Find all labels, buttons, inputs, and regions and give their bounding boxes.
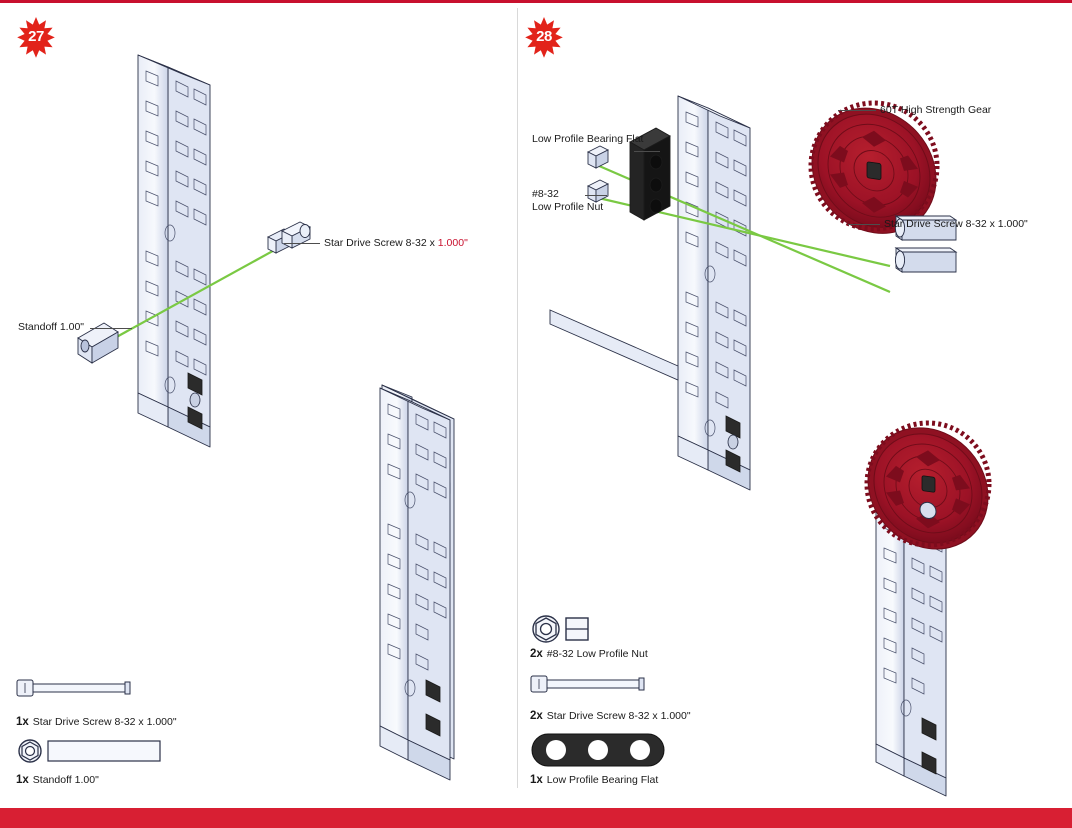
step-28-subassembly — [860, 418, 1010, 798]
leader-standoff-27 — [90, 328, 132, 329]
bom-icon-screw-28 — [530, 672, 650, 696]
bom-icon-standoff-27 — [16, 738, 162, 764]
bom-item-standoff-27 — [16, 774, 99, 786]
screw-part-28b — [895, 248, 956, 272]
callout-screw-27-highlight: 1.000" — [437, 237, 468, 249]
bom-name-screw-28: Star Drive Screw 8-32 x 1.000" — [546, 710, 691, 722]
callout-nut-28-line2: Low Profile Nut — [532, 201, 604, 213]
callout-screw-28: Star Drive Screw 8-32 x 1.000" — [884, 218, 1028, 230]
bom-name-nut-28: #8-32 Low Profile Nut — [546, 648, 648, 660]
nut-part-1 — [588, 146, 608, 168]
step-badge-28 — [524, 16, 564, 56]
screw-part — [268, 222, 310, 253]
callout-gear-28: 60T High Strength Gear — [880, 104, 992, 116]
leader-screw-27 — [284, 243, 320, 244]
bom-icon-screw-27 — [16, 676, 136, 700]
bom-item-screw-27 — [16, 716, 177, 728]
step-number-28: 28 — [536, 27, 552, 45]
bom-name-standoff-27: Standoff 1.00" — [32, 774, 99, 786]
bom-qty-screw-27: 1x — [16, 716, 29, 728]
callout-standoff-27: Standoff 1.00" — [18, 321, 85, 333]
bom-item-bearing-flat-28 — [530, 774, 658, 786]
column-divider — [517, 8, 518, 788]
bom-qty-bearing-flat-28: 1x — [530, 774, 543, 786]
leader-bearing-flat-28 — [634, 151, 660, 152]
bom-qty-nut-28: 2x — [530, 648, 543, 660]
bom-qty-screw-28: 2x — [530, 710, 543, 722]
step-27-subassembly — [378, 388, 498, 788]
bom-item-nut-28 — [530, 648, 648, 660]
bom-name-screw-27: Star Drive Screw 8-32 x 1.000" — [32, 716, 177, 728]
bom-icon-bearing-flat-28 — [530, 730, 666, 770]
step-number-27: 27 — [28, 27, 44, 45]
bom-name-bearing-flat-28: Low Profile Bearing Flat — [546, 774, 659, 786]
callout-nut-28-line1: #8-32 — [532, 188, 559, 200]
callout-screw-27 — [324, 237, 468, 250]
leader-gear-28 — [838, 110, 876, 111]
callout-screw-27-text: Star Drive Screw 8-32 x — [324, 237, 438, 249]
footer-bar — [0, 808, 1072, 828]
top-rule — [0, 0, 1072, 3]
step-badge-27 — [16, 16, 56, 56]
callout-bearing-flat-28: Low Profile Bearing Flat — [532, 133, 644, 145]
bom-qty-standoff-27: 1x — [16, 774, 29, 786]
bom-item-screw-28 — [530, 710, 691, 722]
callout-nut-28 — [532, 188, 603, 214]
leader-screw-28 — [848, 224, 880, 225]
bom-icon-nut-28 — [530, 614, 592, 644]
